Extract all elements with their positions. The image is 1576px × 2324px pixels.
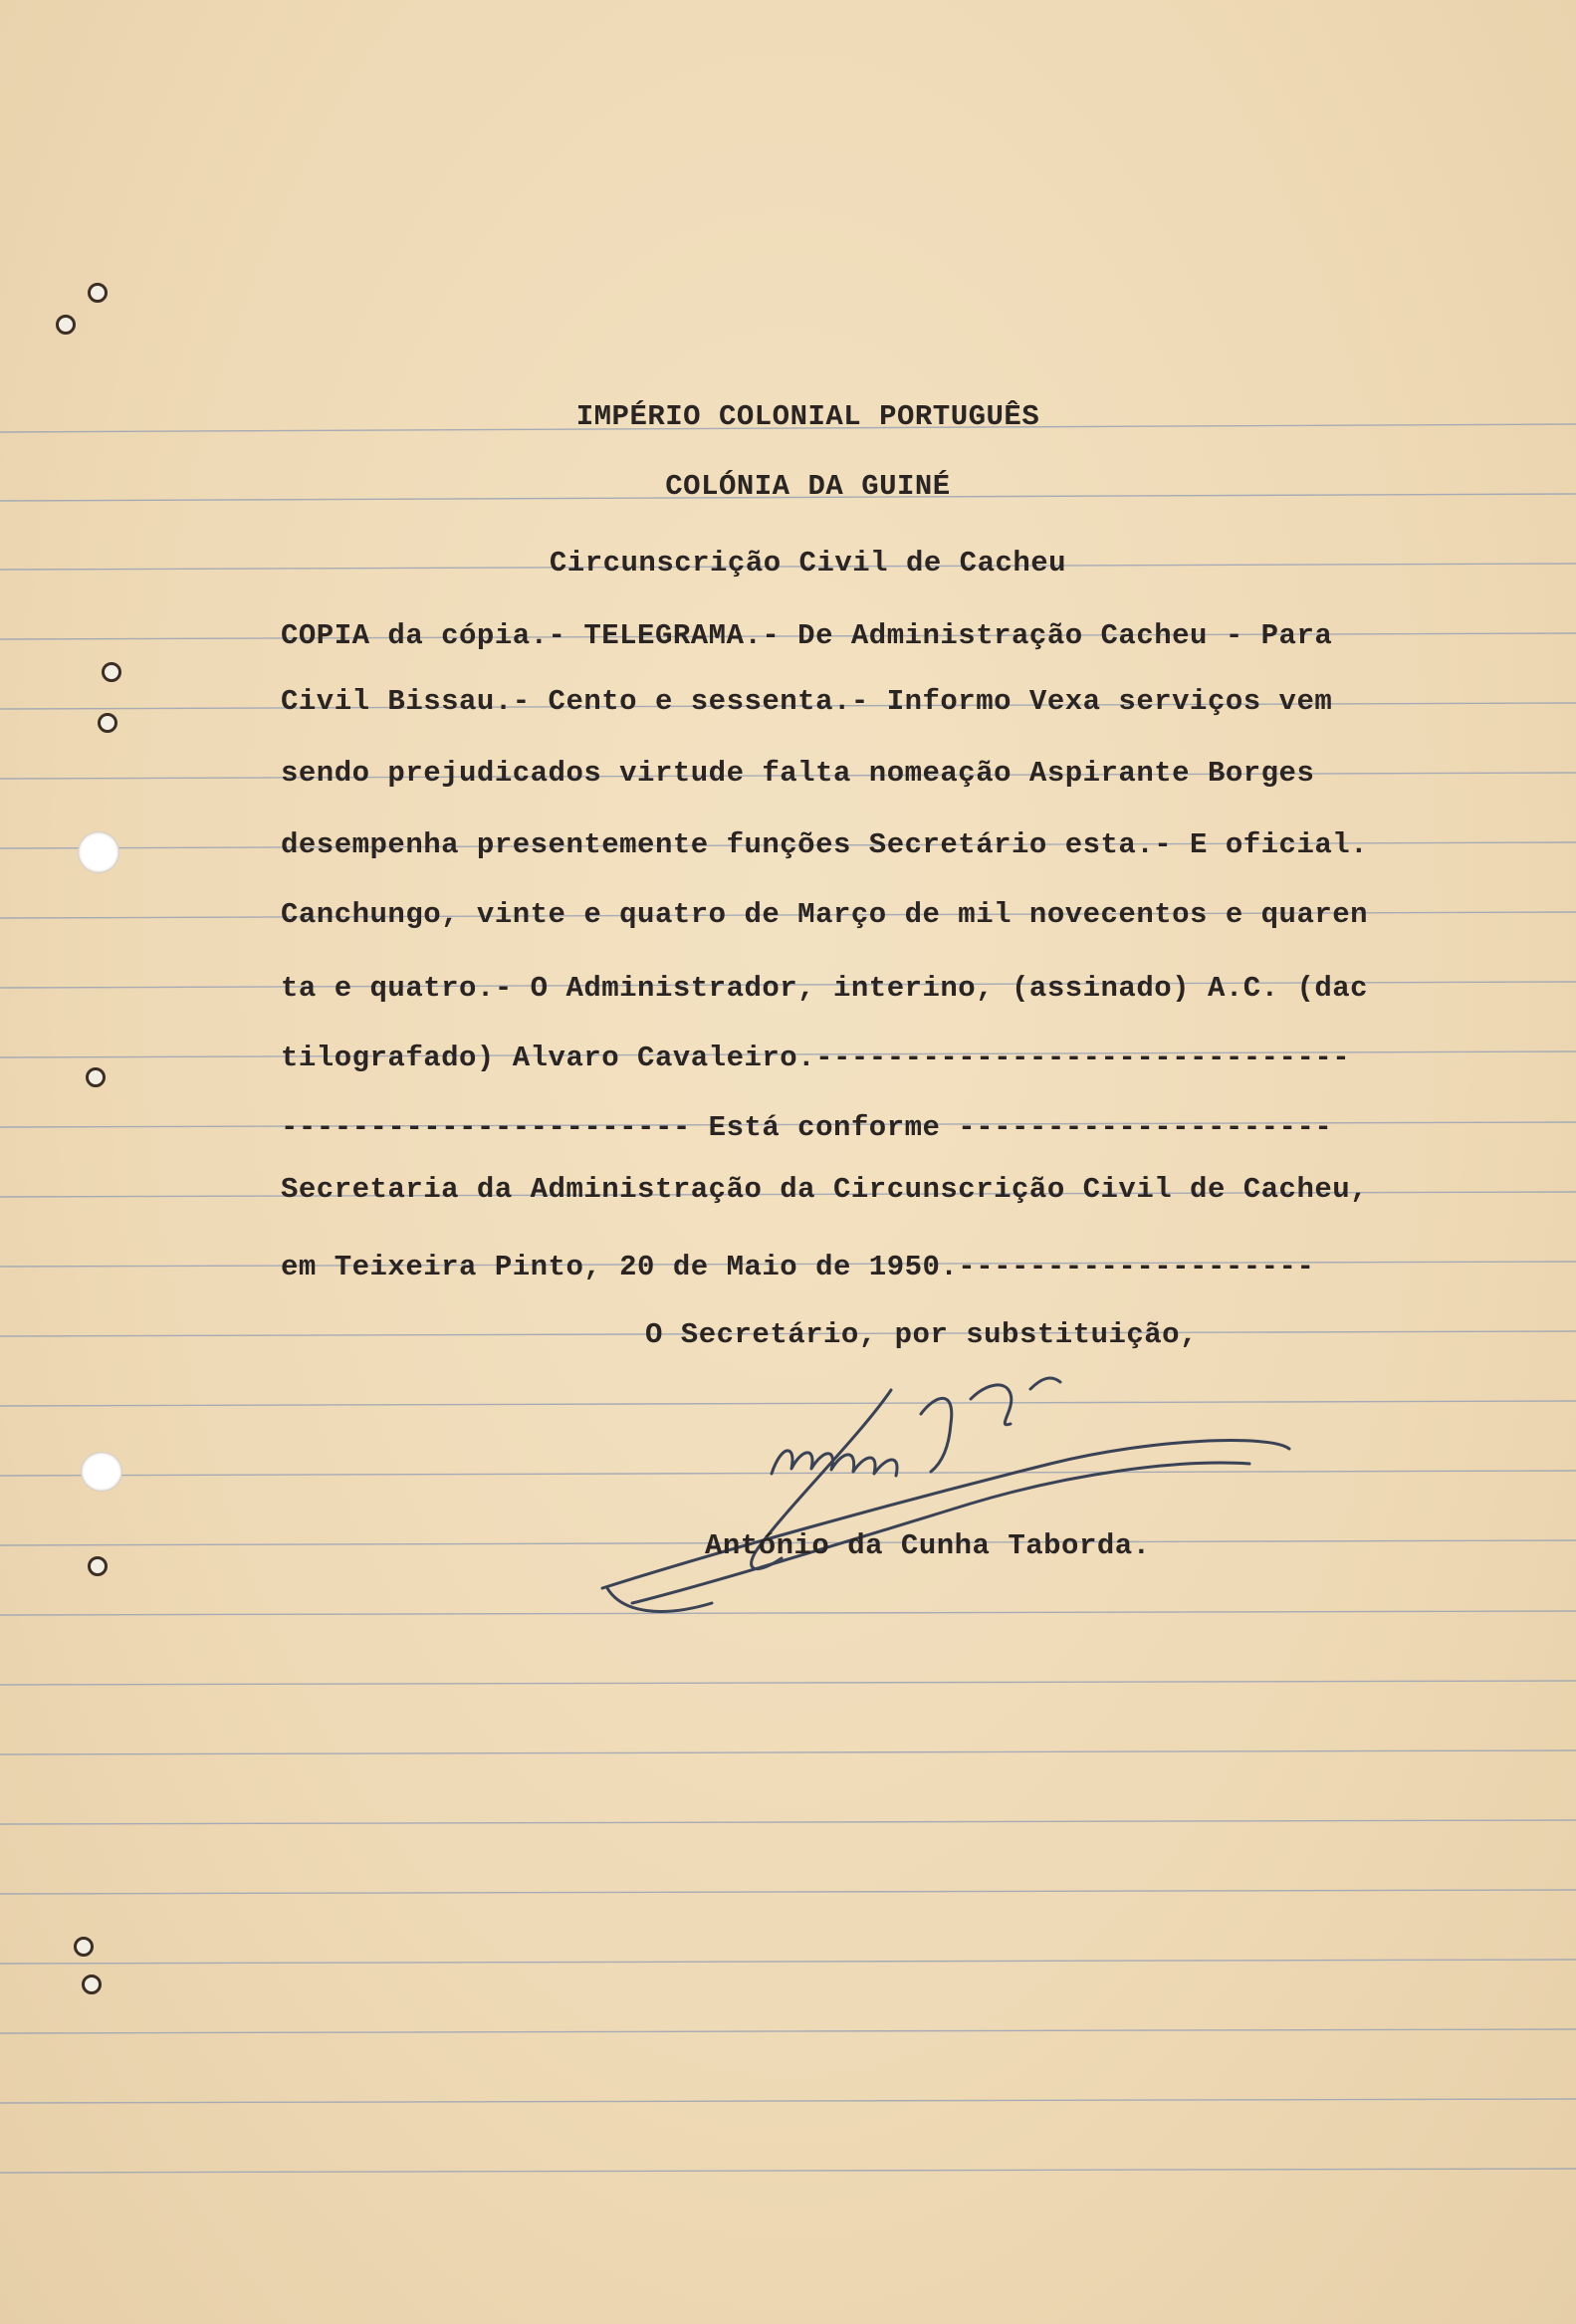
closing-title: O Secretário, por substituição, (645, 1318, 1198, 1351)
punch-hole-upper (78, 831, 119, 873)
pin-mark (86, 1067, 106, 1087)
body-line: Civil Bissau.- Cento e sessenta.- Informo Vexa serviços vem (281, 685, 1333, 718)
body-line: sendo prejudicados virtude falta nomeação Aspirante Borges (281, 757, 1315, 790)
pin-mark (102, 662, 121, 682)
pin-mark (98, 713, 117, 733)
punch-hole-lower (81, 1452, 122, 1492)
pin-mark (82, 1975, 102, 1994)
body-line: Canchungo, vinte e quatro de Março de mil novecentos e quaren (281, 898, 1369, 931)
pin-mark (88, 1556, 108, 1576)
header-colony: COLÓNIA DA GUINÉ (665, 470, 951, 503)
body-line: em Teixeira Pinto, 20 de Maio de 1950.-------------------- (281, 1251, 1315, 1283)
body-line: tilografado) Alvaro Cavaleiro.------------------------------ (281, 1042, 1351, 1074)
pin-mark (56, 315, 76, 335)
body-line: Secretaria da Administração da Circunscrição Civil de Cacheu, (281, 1173, 1369, 1206)
body-line: COPIA da cópia.- TELEGRAMA.- De Administração Cacheu - Para (281, 619, 1333, 652)
body-line: ta e quatro.- O Administrador, interino, (assinado) A.C. (dac (281, 972, 1369, 1005)
header-empire: IMPÉRIO COLONIAL PORTUGUÊS (575, 400, 1040, 433)
header-district: Circunscrição Civil de Cacheu (549, 547, 1067, 580)
signatory-name: António da Cunha Taborda. (705, 1529, 1151, 1562)
body-line: desempenha presentemente funções Secretário esta.- E oficial. (281, 828, 1369, 861)
pin-mark (74, 1937, 94, 1957)
body-line: ----------------------- Está conforme --------------------- (281, 1111, 1333, 1144)
handwritten-signature (592, 1354, 1309, 1633)
pin-mark (88, 283, 108, 303)
